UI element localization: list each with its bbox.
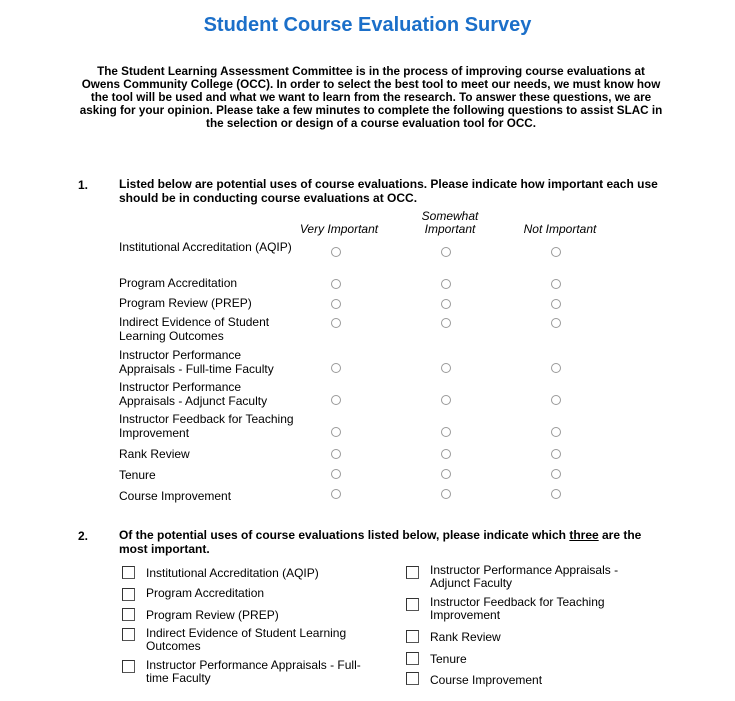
question-2-number: 2. [78, 529, 89, 543]
checkbox[interactable] [406, 652, 419, 665]
column-header-very-important: Very Important [299, 222, 379, 236]
q1-row-label: Program Accreditation [119, 276, 238, 290]
radio-somewhat-important[interactable] [441, 363, 451, 373]
q1-row-label: Program Review (PREP) [119, 296, 252, 310]
checkbox[interactable] [406, 566, 419, 579]
q1-row-label: Instructor Performance Appraisals - Adjunct Faculty [119, 380, 268, 408]
question-1-number: 1. [78, 178, 89, 192]
question-1-text: Listed below are potential uses of course evaluations. Please indicate how important each use should be in conducting course evaluations at OCC. [119, 177, 658, 205]
checkbox-label: Indirect Evidence of Student Learning Outcomes [146, 626, 347, 653]
checkbox-label: Program Review (PREP) [146, 608, 279, 622]
column-header-not-important: Not Important [523, 222, 597, 236]
checkbox[interactable] [122, 660, 135, 673]
radio-not-important[interactable] [551, 449, 561, 459]
checkbox-label: Course Improvement [430, 673, 543, 687]
radio-not-important[interactable] [551, 279, 561, 289]
radio-not-important[interactable] [551, 489, 561, 499]
checkbox[interactable] [122, 608, 135, 621]
radio-not-important[interactable] [551, 427, 561, 437]
checkbox-label: Tenure [430, 652, 467, 666]
q1-row-label: Indirect Evidence of Student Learning Outcomes [119, 315, 270, 343]
radio-not-important[interactable] [551, 363, 561, 373]
radio-very-important[interactable] [331, 279, 341, 289]
q1-row-label: Rank Review [119, 447, 190, 461]
checkbox[interactable] [406, 598, 419, 611]
checkbox[interactable] [406, 630, 419, 643]
intro-paragraph: The Student Learning Assessment Committee is in the process of improving course evaluations at Owens Community College (OCC). In order to select the best tool to meet our needs, we must know how the tool will be used and what we want to learn from the research. To answer these questions, we are asking for your opinion. Please take a few minutes to complete the following questions to assist SLAC in the selection or design of a course evaluation tool for OCC. [79, 65, 663, 130]
checkbox[interactable] [122, 628, 135, 641]
radio-very-important[interactable] [331, 247, 341, 257]
checkbox[interactable] [122, 566, 135, 579]
radio-not-important[interactable] [551, 299, 561, 309]
radio-very-important[interactable] [331, 449, 341, 459]
radio-somewhat-important[interactable] [441, 247, 451, 257]
question-2-text-before: Of the potential uses of course evaluations listed below, please indicate which [119, 528, 570, 542]
checkbox-label: Instructor Performance Appraisals - Full-time Faculty [146, 658, 361, 685]
radio-very-important[interactable] [331, 489, 341, 499]
checkbox[interactable] [122, 588, 135, 601]
radio-somewhat-important[interactable] [441, 299, 451, 309]
checkbox-label: Rank Review [430, 630, 501, 644]
q1-row-label: Tenure [119, 468, 156, 482]
radio-not-important[interactable] [551, 247, 561, 257]
checkbox-label: Instructor Feedback for Teaching Improvement [430, 595, 605, 622]
radio-not-important[interactable] [551, 318, 561, 328]
q1-row-label: Instructor Feedback for Teaching Improvement [119, 412, 294, 440]
checkbox[interactable] [406, 672, 419, 685]
radio-somewhat-important[interactable] [441, 318, 451, 328]
radio-somewhat-important[interactable] [441, 449, 451, 459]
radio-somewhat-important[interactable] [441, 427, 451, 437]
radio-very-important[interactable] [331, 427, 341, 437]
radio-somewhat-important[interactable] [441, 489, 451, 499]
checkbox-label: Institutional Accreditation (AQIP) [146, 566, 319, 580]
radio-somewhat-important[interactable] [441, 279, 451, 289]
column-header-somewhat-important: Somewhat Important [421, 209, 479, 236]
radio-very-important[interactable] [331, 299, 341, 309]
q1-row-label: Institutional Accreditation (AQIP) [119, 240, 292, 254]
radio-not-important[interactable] [551, 395, 561, 405]
question-2-text-after: are the most important. [119, 528, 642, 556]
question-2-text [119, 528, 659, 556]
q1-row-label: Instructor Performance Appraisals - Full-time Faculty [119, 348, 274, 376]
radio-very-important[interactable] [331, 395, 341, 405]
survey-title: Student Course Evaluation Survey [203, 14, 532, 36]
radio-very-important[interactable] [331, 318, 341, 328]
radio-very-important[interactable] [331, 469, 341, 479]
q1-row-label: Course Improvement [119, 489, 232, 503]
checkbox-label: Instructor Performance Appraisals - Adjunct Faculty [430, 563, 619, 590]
radio-very-important[interactable] [331, 363, 341, 373]
radio-somewhat-important[interactable] [441, 469, 451, 479]
checkbox-label: Program Accreditation [146, 586, 265, 600]
radio-somewhat-important[interactable] [441, 395, 451, 405]
question-2-text-underlined: three [569, 528, 599, 542]
radio-not-important[interactable] [551, 469, 561, 479]
